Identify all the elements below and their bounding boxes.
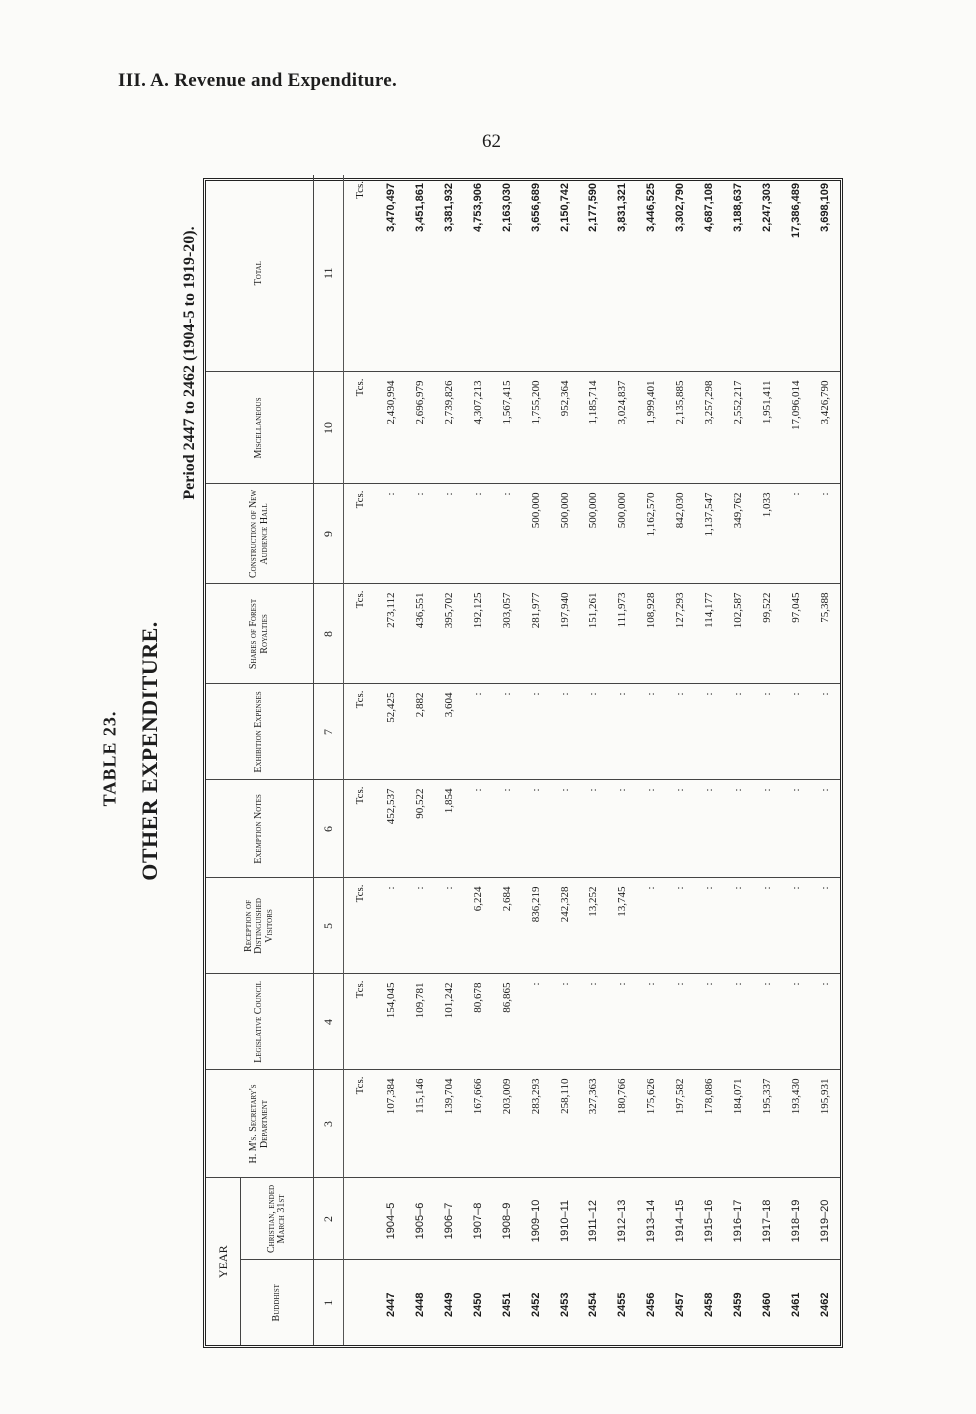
table-cell: 1,567,415 bbox=[493, 372, 522, 484]
col-header-9: Construction of New Audience Hall bbox=[206, 484, 314, 584]
table-row bbox=[724, 175, 753, 1345]
table-row bbox=[782, 175, 811, 1345]
table-cell: 1,033 bbox=[753, 484, 782, 584]
table-cell: 1907–8 bbox=[464, 1178, 493, 1260]
table-cell: 2457 bbox=[674, 1292, 687, 1317]
table-cell: : bbox=[522, 974, 551, 1070]
table-row bbox=[377, 175, 406, 1345]
unit-label-6: Tcs. bbox=[344, 780, 378, 878]
unit-label-1 bbox=[344, 1260, 378, 1345]
unit-label-5: Tcs. bbox=[344, 878, 378, 974]
table-cell: 2447 bbox=[385, 1292, 398, 1317]
table-cell: : bbox=[377, 878, 406, 974]
table-cell: 349,762 bbox=[724, 484, 753, 584]
table-cell: 75,388 bbox=[811, 584, 840, 684]
table-cell: : bbox=[406, 484, 435, 584]
table-row bbox=[493, 175, 522, 1345]
expenditure-table bbox=[203, 178, 843, 1348]
table-cell: : bbox=[811, 684, 840, 780]
table-row bbox=[811, 175, 840, 1345]
table-cell: 1912–13 bbox=[609, 1178, 638, 1260]
table-cell: 1,755,200 bbox=[522, 372, 551, 484]
column-number-7: 7 bbox=[314, 684, 344, 780]
table-cell: 101,242 bbox=[435, 974, 464, 1070]
table-cell: : bbox=[551, 780, 580, 878]
table-cell: : bbox=[695, 878, 724, 974]
table-cell: 4,307,213 bbox=[464, 372, 493, 484]
column-number-2: 2 bbox=[314, 1178, 344, 1260]
table-cell: 167,666 bbox=[464, 1070, 493, 1178]
table-cell: 2460 bbox=[760, 1292, 773, 1317]
table-cell: 3,188,637 bbox=[724, 175, 753, 372]
table-cell: : bbox=[493, 684, 522, 780]
table-cell: 2,247,303 bbox=[753, 175, 782, 372]
table-cell: 1905–6 bbox=[406, 1178, 435, 1260]
column-number-row bbox=[314, 175, 344, 1345]
table-cell: 1910–11 bbox=[551, 1178, 580, 1260]
col-header-1: Buddhist bbox=[241, 1260, 314, 1345]
table-cell: 3,302,790 bbox=[666, 175, 695, 372]
table-cell: 3,604 bbox=[435, 684, 464, 780]
table-cell: : bbox=[464, 484, 493, 584]
table-cell: 90,522 bbox=[406, 780, 435, 878]
table-cell: 452,537 bbox=[377, 780, 406, 878]
table-cell: : bbox=[695, 780, 724, 878]
col-header-11: Total bbox=[206, 175, 314, 372]
table-cell: : bbox=[811, 974, 840, 1070]
col-header-5: Reception of Distinguished Visitors bbox=[206, 878, 314, 974]
table-cell: : bbox=[753, 780, 782, 878]
table-cell: 2452 bbox=[529, 1292, 542, 1317]
table-cell: : bbox=[782, 878, 811, 974]
table-row bbox=[609, 175, 638, 1345]
column-number-1: 1 bbox=[314, 1260, 344, 1345]
table-cell: 2,552,217 bbox=[724, 372, 753, 484]
column-number-4: 4 bbox=[314, 974, 344, 1070]
table-cell: 17,386,489 bbox=[782, 175, 811, 372]
table-row bbox=[522, 175, 551, 1345]
table-cell: 2454 bbox=[587, 1292, 600, 1317]
table-cell: 102,587 bbox=[724, 584, 753, 684]
table-cell: 3,446,525 bbox=[638, 175, 667, 372]
table-cell: : bbox=[464, 684, 493, 780]
table-cell: : bbox=[638, 780, 667, 878]
table-cell: 3,257,298 bbox=[695, 372, 724, 484]
table-cell: : bbox=[638, 684, 667, 780]
table-cell: : bbox=[580, 780, 609, 878]
col-header-3: H. M's. Secretary's Department bbox=[206, 1070, 314, 1178]
table-cell: 52,425 bbox=[377, 684, 406, 780]
table-cell: 283,293 bbox=[522, 1070, 551, 1178]
table-cell: 2450 bbox=[471, 1292, 484, 1317]
table-cell: 4,753,906 bbox=[464, 175, 493, 372]
table-cell: : bbox=[580, 684, 609, 780]
table-row bbox=[666, 175, 695, 1345]
table-cell: 3,831,321 bbox=[609, 175, 638, 372]
table-cell: 107,384 bbox=[377, 1070, 406, 1178]
col-header-10: Miscellaneous bbox=[206, 372, 314, 484]
table-cell: 2,135,885 bbox=[666, 372, 695, 484]
table-cell: 2,430,994 bbox=[377, 372, 406, 484]
table-cell: 281,977 bbox=[522, 584, 551, 684]
table-cell: : bbox=[666, 780, 695, 878]
table-row bbox=[406, 175, 435, 1345]
table-cell: : bbox=[493, 484, 522, 584]
table-cell: 2449 bbox=[442, 1292, 455, 1317]
table-cell: : bbox=[406, 878, 435, 974]
table-cell: 6,224 bbox=[464, 878, 493, 974]
table-row bbox=[753, 175, 782, 1345]
unit-label-4: Tcs. bbox=[344, 974, 378, 1070]
table-cell: : bbox=[377, 484, 406, 584]
table-cell: 2,684 bbox=[493, 878, 522, 974]
table-cell: 178,086 bbox=[695, 1070, 724, 1178]
col-header-7: Exhibition Expenses bbox=[206, 684, 314, 780]
table-cell: 80,678 bbox=[464, 974, 493, 1070]
column-number-8: 8 bbox=[314, 584, 344, 684]
table-cell: 197,582 bbox=[666, 1070, 695, 1178]
table-cell: 154,045 bbox=[377, 974, 406, 1070]
table-cell: : bbox=[724, 878, 753, 974]
table-cell: : bbox=[464, 780, 493, 878]
table-cell: : bbox=[493, 780, 522, 878]
table-cell: : bbox=[753, 974, 782, 1070]
table-cell: : bbox=[551, 974, 580, 1070]
table-cell: 139,704 bbox=[435, 1070, 464, 1178]
table-cell: 86,865 bbox=[493, 974, 522, 1070]
table-cell: 1,854 bbox=[435, 780, 464, 878]
table-cell: 203,009 bbox=[493, 1070, 522, 1178]
table-cell: 127,293 bbox=[666, 584, 695, 684]
table-cell: 111,973 bbox=[609, 584, 638, 684]
table-row bbox=[464, 175, 493, 1345]
column-number-10: 10 bbox=[314, 372, 344, 484]
table-cell: 115,146 bbox=[406, 1070, 435, 1178]
table-cell: 1908–9 bbox=[493, 1178, 522, 1260]
table-cell: 4,687,108 bbox=[695, 175, 724, 372]
table-cell: : bbox=[753, 878, 782, 974]
table-cell: 13,252 bbox=[580, 878, 609, 974]
table-cell: : bbox=[666, 878, 695, 974]
table-cell: 436,551 bbox=[406, 584, 435, 684]
table-cell: 99,522 bbox=[753, 584, 782, 684]
table-cell: 1916–17 bbox=[724, 1178, 753, 1260]
table-cell: : bbox=[782, 974, 811, 1070]
table-cell: : bbox=[753, 684, 782, 780]
col-header-2: Christian, ended March 31st bbox=[241, 1178, 314, 1260]
table-cell: 2,163,030 bbox=[493, 175, 522, 372]
column-number-5: 5 bbox=[314, 878, 344, 974]
table-cell: 195,337 bbox=[753, 1070, 782, 1178]
table-cell: 3,470,497 bbox=[377, 175, 406, 372]
table-cell: 273,112 bbox=[377, 584, 406, 684]
table-cell: 1,162,570 bbox=[638, 484, 667, 584]
unit-label-9: Tcs. bbox=[344, 484, 378, 584]
table-number: TABLE 23. bbox=[99, 710, 120, 807]
table-cell: 1,137,547 bbox=[695, 484, 724, 584]
unit-label-8: Tcs. bbox=[344, 584, 378, 684]
year-group-header: YEAR bbox=[206, 1178, 241, 1345]
table-cell: 2459 bbox=[731, 1292, 744, 1317]
table-cell: 2,882 bbox=[406, 684, 435, 780]
table-cell: 2,696,979 bbox=[406, 372, 435, 484]
table-title: OTHER EXPENDITURE. bbox=[137, 621, 162, 881]
table-cell: : bbox=[609, 974, 638, 1070]
table-cell: 175,626 bbox=[638, 1070, 667, 1178]
table-cell: 1,185,714 bbox=[580, 372, 609, 484]
table-cell: : bbox=[782, 684, 811, 780]
table-cell: 197,940 bbox=[551, 584, 580, 684]
table-cell: 13,745 bbox=[609, 878, 638, 974]
table-cell: 1909–10 bbox=[522, 1178, 551, 1260]
table-cell: 195,931 bbox=[811, 1070, 840, 1178]
table-cell: : bbox=[580, 974, 609, 1070]
table-row bbox=[551, 175, 580, 1345]
table-cell: : bbox=[811, 484, 840, 584]
table-cell: : bbox=[811, 780, 840, 878]
unit-label-10: Tcs. bbox=[344, 372, 378, 484]
table-cell: : bbox=[522, 780, 551, 878]
table-cell: : bbox=[782, 780, 811, 878]
table-cell: 395,702 bbox=[435, 584, 464, 684]
table-cell: 258,110 bbox=[551, 1070, 580, 1178]
table-row bbox=[695, 175, 724, 1345]
table-cell: 97,045 bbox=[782, 584, 811, 684]
page-number: 62 bbox=[482, 131, 501, 152]
table-cell: 3,426,790 bbox=[811, 372, 840, 484]
period-caption: Period 2447 to 2462 (1904-5 to 1919-20). bbox=[181, 226, 198, 500]
table-cell: 1914–15 bbox=[666, 1178, 695, 1260]
table-cell: : bbox=[666, 684, 695, 780]
col-header-4: Legislative Council bbox=[206, 974, 314, 1070]
table-cell: 2,177,590 bbox=[580, 175, 609, 372]
column-number-11: 11 bbox=[314, 175, 344, 372]
table-cell: 2453 bbox=[558, 1292, 571, 1317]
table-cell: : bbox=[782, 484, 811, 584]
table-cell: 1917–18 bbox=[753, 1178, 782, 1260]
column-number-6: 6 bbox=[314, 780, 344, 878]
table-cell: 500,000 bbox=[609, 484, 638, 584]
unit-label-11: Tcs. bbox=[344, 175, 378, 372]
table-cell: 109,781 bbox=[406, 974, 435, 1070]
table-cell: 836,219 bbox=[522, 878, 551, 974]
header-row-group bbox=[206, 175, 241, 1345]
table-cell: 2451 bbox=[500, 1292, 513, 1317]
table-cell: 1,951,411 bbox=[753, 372, 782, 484]
table-cell: 500,000 bbox=[551, 484, 580, 584]
column-number-3: 3 bbox=[314, 1070, 344, 1178]
table-cell: 184,071 bbox=[724, 1070, 753, 1178]
section-header: III. A. Revenue and Expenditure. bbox=[118, 70, 397, 91]
unit-label-7: Tcs. bbox=[344, 684, 378, 780]
table-cell: 1919–20 bbox=[811, 1178, 840, 1260]
table-cell: : bbox=[695, 684, 724, 780]
table-cell: 1906–7 bbox=[435, 1178, 464, 1260]
table-cell: 151,261 bbox=[580, 584, 609, 684]
unit-label-3: Tcs. bbox=[344, 1070, 378, 1178]
table-cell: : bbox=[435, 878, 464, 974]
table-cell: : bbox=[522, 684, 551, 780]
table-cell: 2458 bbox=[703, 1292, 716, 1317]
table-cell: : bbox=[435, 484, 464, 584]
table-cell: 3,381,932 bbox=[435, 175, 464, 372]
expenditure-table-frame bbox=[203, 178, 843, 1348]
table-cell: 3,451,861 bbox=[406, 175, 435, 372]
table-cell: 108,928 bbox=[638, 584, 667, 684]
table-cell: : bbox=[724, 780, 753, 878]
table-cell: 303,057 bbox=[493, 584, 522, 684]
table-cell: 192,125 bbox=[464, 584, 493, 684]
table-cell: 3,698,109 bbox=[811, 175, 840, 372]
table-cell: 1,999,401 bbox=[638, 372, 667, 484]
column-number-9: 9 bbox=[314, 484, 344, 584]
table-cell: : bbox=[695, 974, 724, 1070]
table-cell: 2448 bbox=[414, 1292, 426, 1317]
col-header-6: Exemption Notes bbox=[206, 780, 314, 878]
table-cell: : bbox=[638, 878, 667, 974]
unit-row bbox=[344, 175, 378, 1345]
table-cell: 327,363 bbox=[580, 1070, 609, 1178]
table-cell: 242,328 bbox=[551, 878, 580, 974]
table-cell: : bbox=[551, 684, 580, 780]
table-cell: 1913–14 bbox=[638, 1178, 667, 1260]
col-header-8: Shares of Forest Royalties bbox=[206, 584, 314, 684]
table-cell: 2,150,742 bbox=[551, 175, 580, 372]
table-cell: 500,000 bbox=[522, 484, 551, 584]
table-cell: 2455 bbox=[616, 1292, 629, 1317]
table-cell: 952,364 bbox=[551, 372, 580, 484]
table-cell: : bbox=[724, 974, 753, 1070]
table-cell: 180,766 bbox=[609, 1070, 638, 1178]
table-cell: 17,096,014 bbox=[782, 372, 811, 484]
table-cell: : bbox=[609, 684, 638, 780]
table-cell: 1918–19 bbox=[782, 1178, 811, 1260]
table-row bbox=[580, 175, 609, 1345]
table-cell: : bbox=[609, 780, 638, 878]
table-cell: 1911–12 bbox=[580, 1178, 609, 1260]
table-cell: 114,177 bbox=[695, 584, 724, 684]
table-cell: 842,030 bbox=[666, 484, 695, 584]
table-cell: : bbox=[724, 684, 753, 780]
table-cell: 1904–5 bbox=[377, 1178, 406, 1260]
table-row bbox=[435, 175, 464, 1345]
table-cell: : bbox=[638, 974, 667, 1070]
table-row bbox=[638, 175, 667, 1345]
table-cell: 193,430 bbox=[782, 1070, 811, 1178]
table-cell: 3,656,689 bbox=[522, 175, 551, 372]
table-cell: 2462 bbox=[818, 1292, 831, 1317]
table-cell: 1915–16 bbox=[695, 1178, 724, 1260]
unit-label-2 bbox=[344, 1178, 378, 1260]
table-cell: 2,739,826 bbox=[435, 372, 464, 484]
table-cell: : bbox=[811, 878, 840, 974]
table-cell: : bbox=[666, 974, 695, 1070]
table-cell: 500,000 bbox=[580, 484, 609, 584]
table-cell: 2456 bbox=[645, 1292, 658, 1317]
table-cell: 2461 bbox=[789, 1292, 802, 1317]
table-cell: 3,024,837 bbox=[609, 372, 638, 484]
